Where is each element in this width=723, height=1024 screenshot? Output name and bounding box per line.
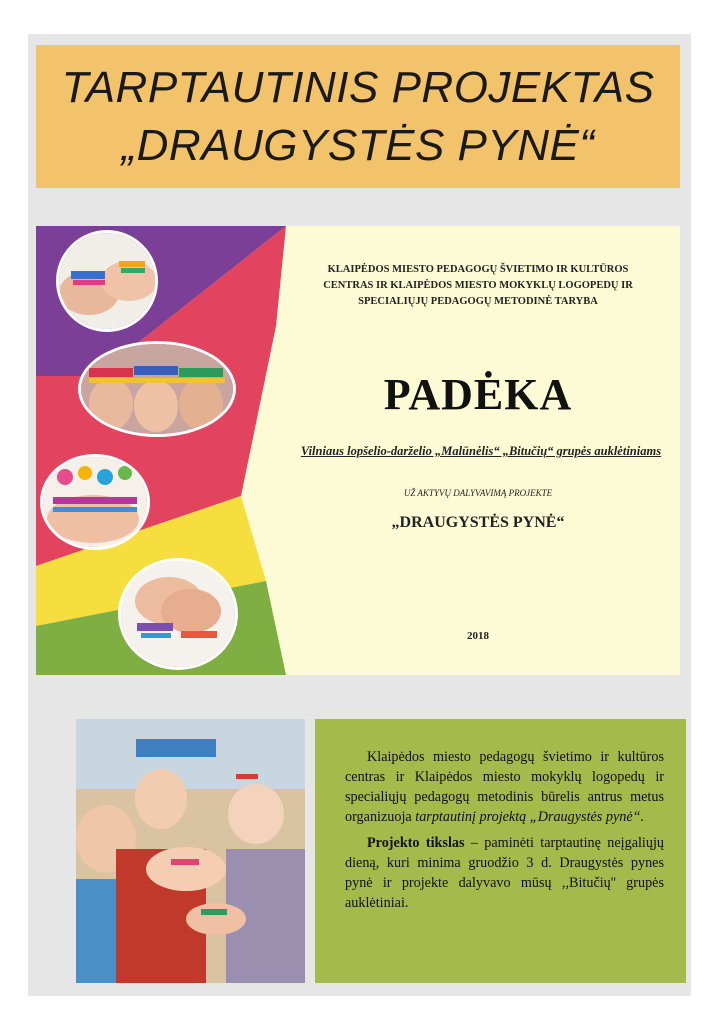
children-photo <box>76 719 305 983</box>
title-banner <box>36 45 680 188</box>
organizer-line-1: KLAIPĖDOS MIESTO PEDAGOGŲ ŠVIETIMO IR KULTŪROS <box>327 264 629 275</box>
description-paragraph-2 <box>345 833 664 913</box>
certificate-heading: PADĖKA <box>383 370 573 419</box>
description-p1-text: Klaipėdos miesto pedagogų švietimo ir kultūros centras ir Klaipėdos miesto mokyklų logopedų ir specialiųjų pedagogų metodinis būrelis antrus metus organizuoja <box>345 749 664 825</box>
certificate-text <box>276 226 680 675</box>
certificate <box>36 226 680 675</box>
organizer-line-2: CENTRAS IR KLAIPĖDOS MIESTO MOKYKLŲ LOGOPEDŲ IR <box>323 280 633 291</box>
organizer-block <box>276 262 680 310</box>
project-name: „DRAUGYSTĖS PYNĖ“ <box>391 514 565 531</box>
description-p2-text: – paminėti tarptautinę neįgaliųjų dieną, kuri minima gruodžio 3 d. Draugystės pynes pynė ir projekte dalyvavo mūsų ,,Bitučių'' grupės auklėtiniai. <box>345 835 665 911</box>
description-p1-italic: tarptautinį projektą „Draugystės pynė“. <box>415 809 645 825</box>
description-p2-bold: Projekto tikslas <box>367 835 465 851</box>
organizer-line-3: SPECIALIŲJŲ PEDAGOGŲ METODINĖ TARYBA <box>358 296 598 307</box>
description-paragraph-1 <box>345 747 664 827</box>
recipient-line: Vilniaus lopšelio-darželio „Malūnėlis“ „Bitučių“ grupės auklėtiniams <box>300 444 662 458</box>
description-panel <box>315 719 686 983</box>
certificate-year: 2018 <box>467 630 489 642</box>
bracelet-photo-4 <box>118 558 238 670</box>
title-line-1: TARPTAUTINIS PROJEKTAS <box>61 62 655 112</box>
bracelet-photo-2 <box>78 341 236 437</box>
title-line-2: „DRAUGYSTĖS PYNĖ“ <box>121 120 595 170</box>
bracelet-photo-3 <box>40 454 150 550</box>
award-line: UŽ AKTYVŲ DALYVAVIMĄ PROJEKTE <box>403 488 553 498</box>
bracelet-photo-1 <box>56 230 158 332</box>
